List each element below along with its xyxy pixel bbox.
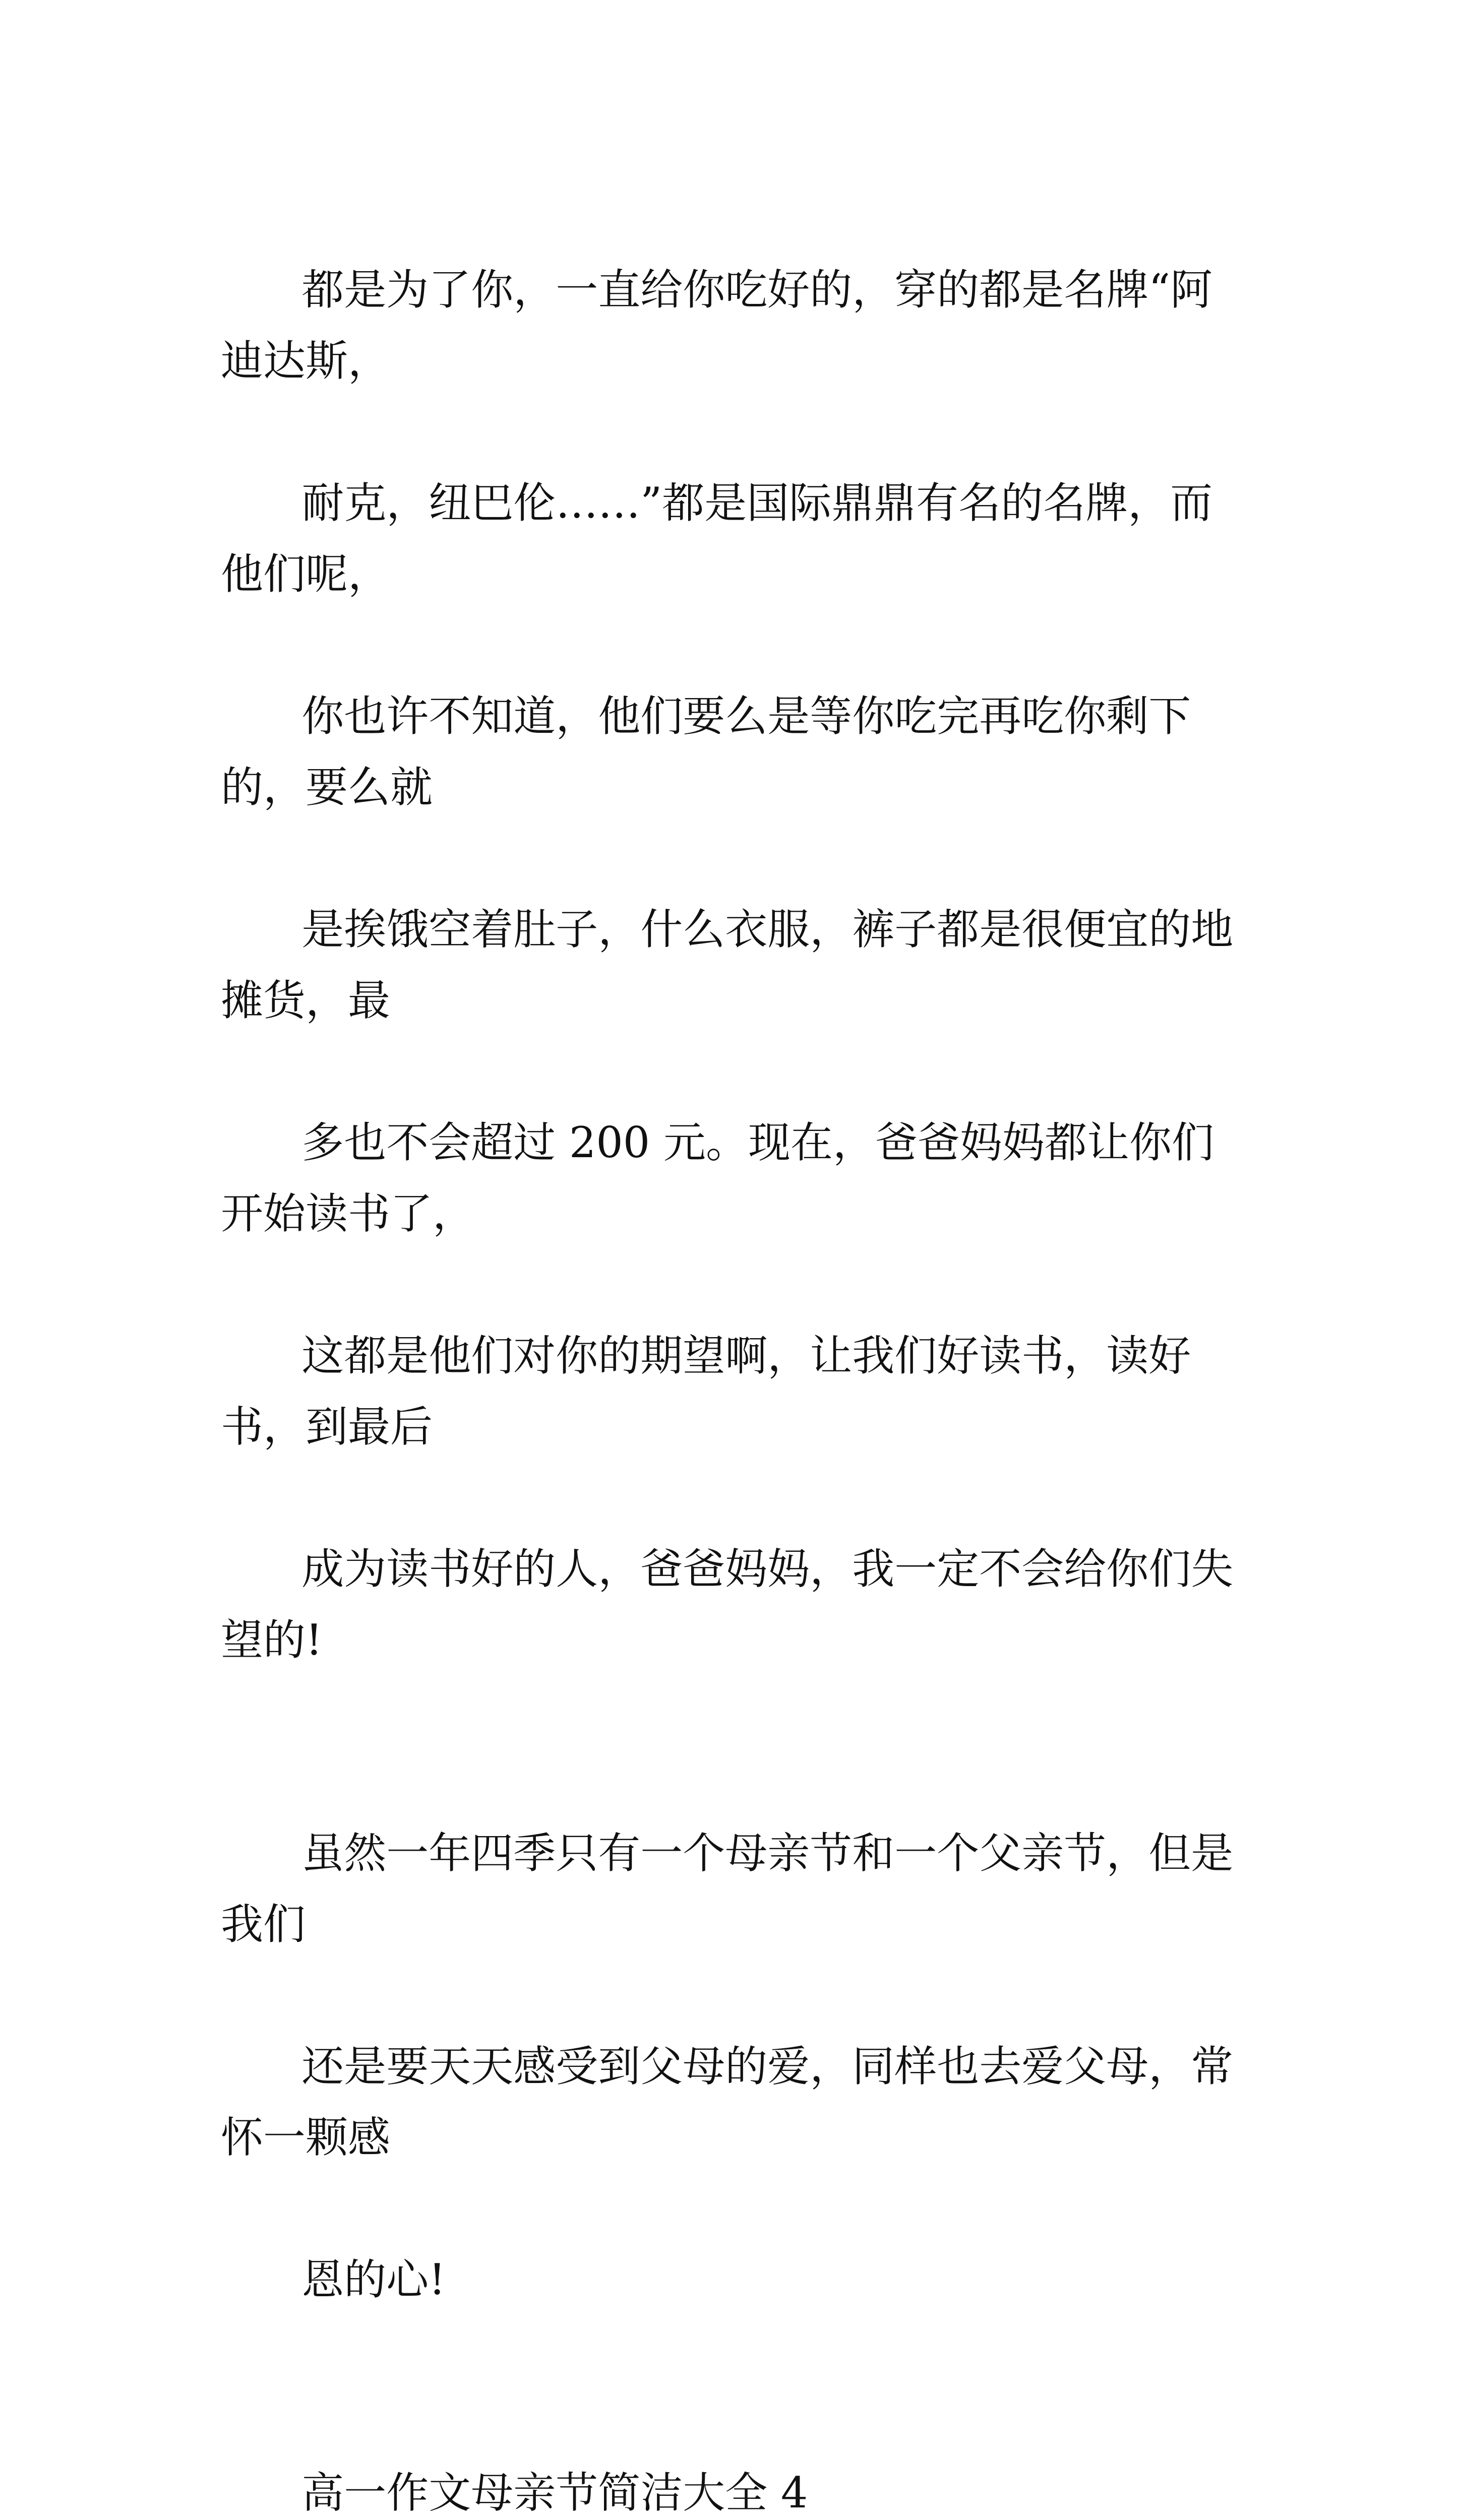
text-line: 你也许不知道，他们要么是等你吃完再吃你剩下的，要么就 bbox=[221, 691, 1191, 812]
heading-text: 高一作文母亲节简洁大全 4 bbox=[301, 2468, 808, 2517]
document-body bbox=[221, 183, 1254, 2520]
text-line: 这都是他们对你的期望啊，让我们好读书，读好书，到最后 bbox=[221, 1331, 1191, 1452]
section-heading bbox=[221, 2386, 1254, 2520]
text-line: 多也不会超过 200 元。现在，爸爸妈妈都让你们开始读书了， bbox=[221, 1118, 1214, 1238]
text-line: 虽然一年四季只有一个母亲节和一个父亲节，但是我们 bbox=[221, 1829, 1234, 1949]
text-line: 恩的心! bbox=[301, 2255, 446, 2304]
text-line: 是挨饿空着肚子，什么衣服，裤子都是很便宜的地摊货，最 bbox=[221, 905, 1234, 1025]
paragraph-1 bbox=[221, 183, 1254, 1747]
text-line: 都是为了你，一直给你吃好的，穿的都是名牌“阿迪达斯， bbox=[221, 265, 1213, 386]
text-line: 耐克，纽巴伦……”都是国际鼎鼎有名的名牌，而他们呢， bbox=[221, 478, 1213, 599]
text-line: 成为读书好的人，爸爸妈妈，我一定不会给你们失望的! bbox=[221, 1544, 1234, 1665]
paragraph-2 bbox=[221, 1747, 1254, 2386]
text-line: 还是要天天感受到父母的爱，同样也去爱父母，常怀一颗感 bbox=[221, 2042, 1234, 2162]
